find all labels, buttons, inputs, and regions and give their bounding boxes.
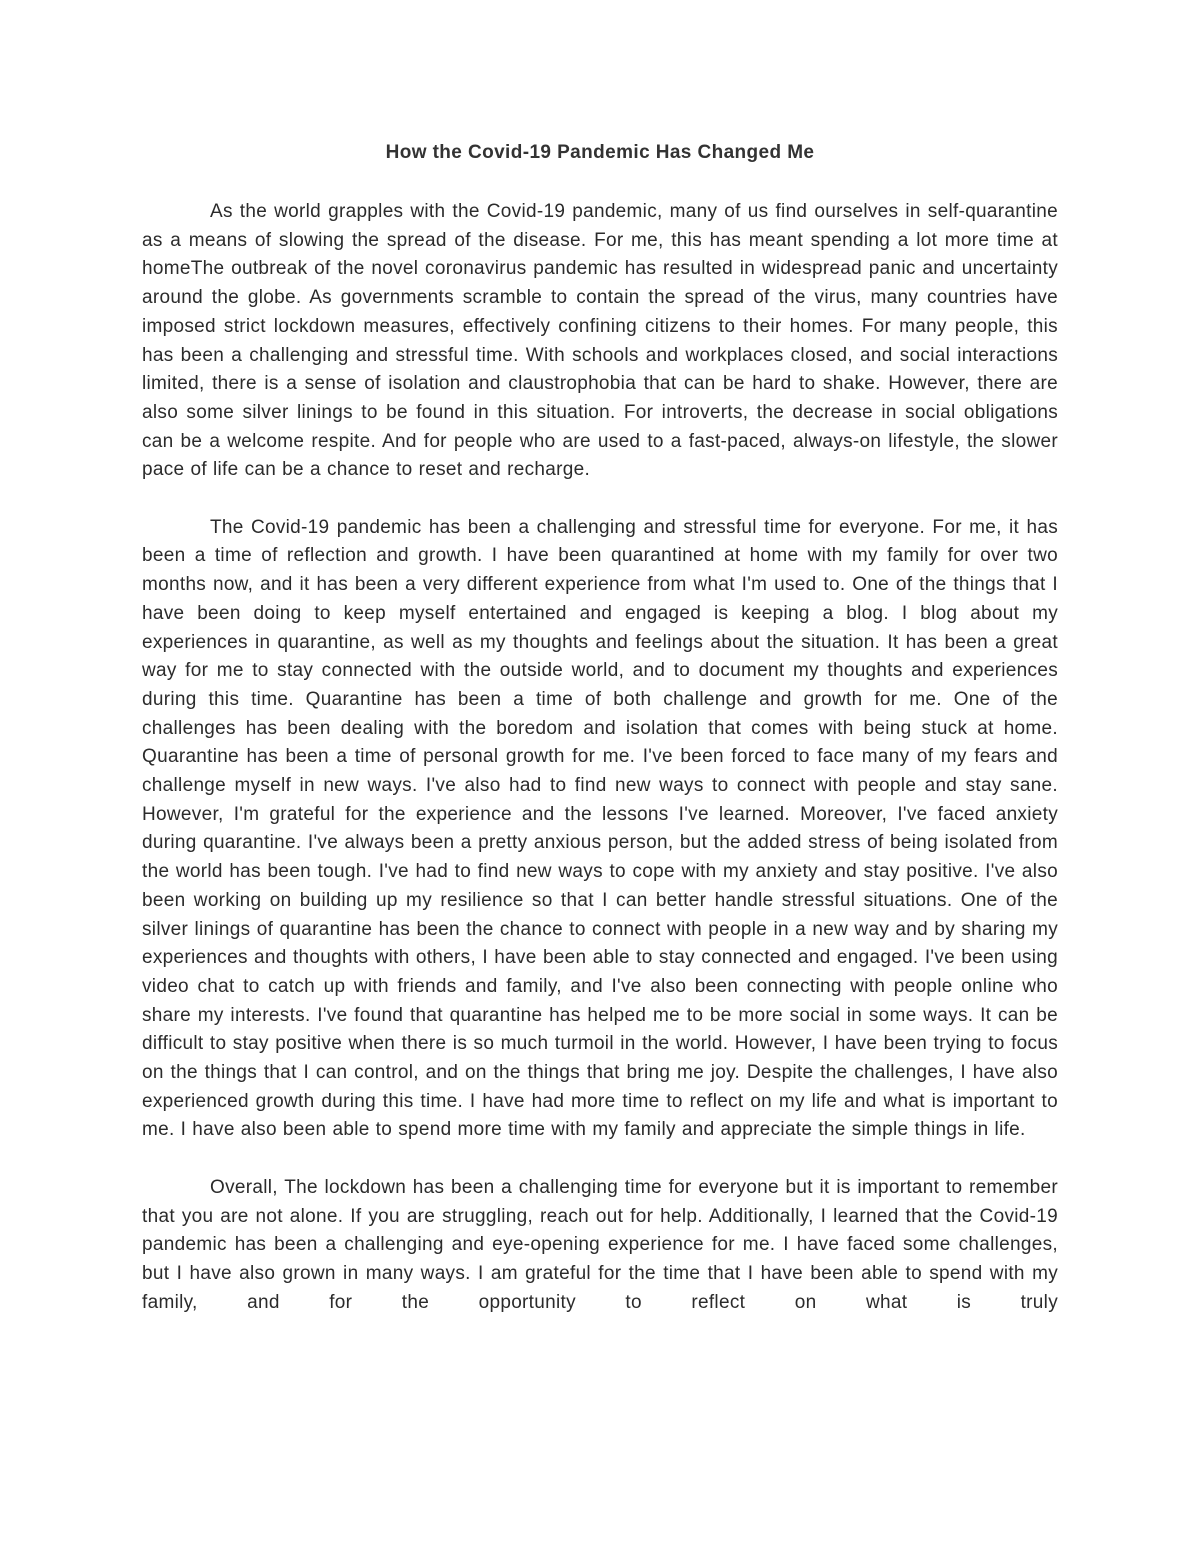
document-body <box>142 198 1058 1317</box>
document-title: How the Covid-19 Pandemic Has Changed Me <box>385 142 815 163</box>
paragraph-3: Overall, The lockdown has been a challenging time for everyone but it is important to remember that you are not alone. If you are struggling, reach out for help. Additionally, I learned that the Covid-19 pandemic has been a challenging and eye-opening experience for me. I have faced some challenges, but I have also grown in many ways. I am grateful for the time that I have been able to spend with my family, and for the opportunity to reflect on what is truly <box>142 1176 1058 1313</box>
paragraph-2: The Covid-19 pandemic has been a challenging and stressful time for everyone. For me, it has been a time of reflection and growth. I have been quarantined at home with my family for over two months now, and it has been a very different experience from what I'm used to. One of the things that I have been doing to keep myself entertained and engaged is keeping a blog. I blog about my experiences in quarantine, as well as my thoughts and feelings about the situation. It has been a great way for me to stay connected with the outside world, and to document my thoughts and experiences during this time. Quarantine has been a time of both challenge and growth for me. One of the challenges has been dealing with the boredom and isolation that comes with being stuck at home. Quarantine has been a time of personal growth for me. I've been forced to face many of my fears and challenge myself in new ways. I've also had to find new ways to connect with people and stay sane. However, I'm grateful for the experience and the lessons I've learned. Moreover, I've faced anxiety during quarantine. I've always been a pretty anxious person, but the added stress of being isolated from the world has been tough. I've had to find new ways to cope with my anxiety and stay positive. I've also been working on building up my resilience so that I can better handle stressful situations. One of the silver linings of quarantine has been the chance to connect with people in a new way and by sharing my experiences and thoughts with others, I have been able to stay connected and engaged. I've been using video chat to catch up with friends and family, and I've also been connecting with people online who share my interests. I've found that quarantine has helped me to be more social in some ways. It can be difficult to stay positive when there is so much turmoil in the world. However, I have been trying to focus on the things that I can control, and on the things that bring me joy. Despite the challenges, I have also experienced growth during this time. I have had more time to reflect on my life and what is important to me. I have also been able to spend more time with my family and appreciate the simple things in life. <box>142 516 1058 1141</box>
paragraph-1: As the world grapples with the Covid-19 pandemic, many of us find ourselves in self-quarantine as a means of slowing the spread of the disease. For me, this has meant spending a lot more time at homeThe outbreak of the novel coronavirus pandemic has resulted in widespread panic and uncertainty around the globe. As governments scramble to contain the spread of the virus, many countries have imposed strict lockdown measures, effectively confining citizens to their homes. For many people, this has been a challenging and stressful time. With schools and workplaces closed, and social interactions limited, there is a sense of isolation and claustrophobia that can be hard to shake. However, there are also some silver linings to be found in this situation. For introverts, the decrease in social obligations can be a welcome respite. And for people who are used to a fast-paced, always-on lifestyle, the slower pace of life can be a chance to reset and recharge. <box>142 201 1058 481</box>
